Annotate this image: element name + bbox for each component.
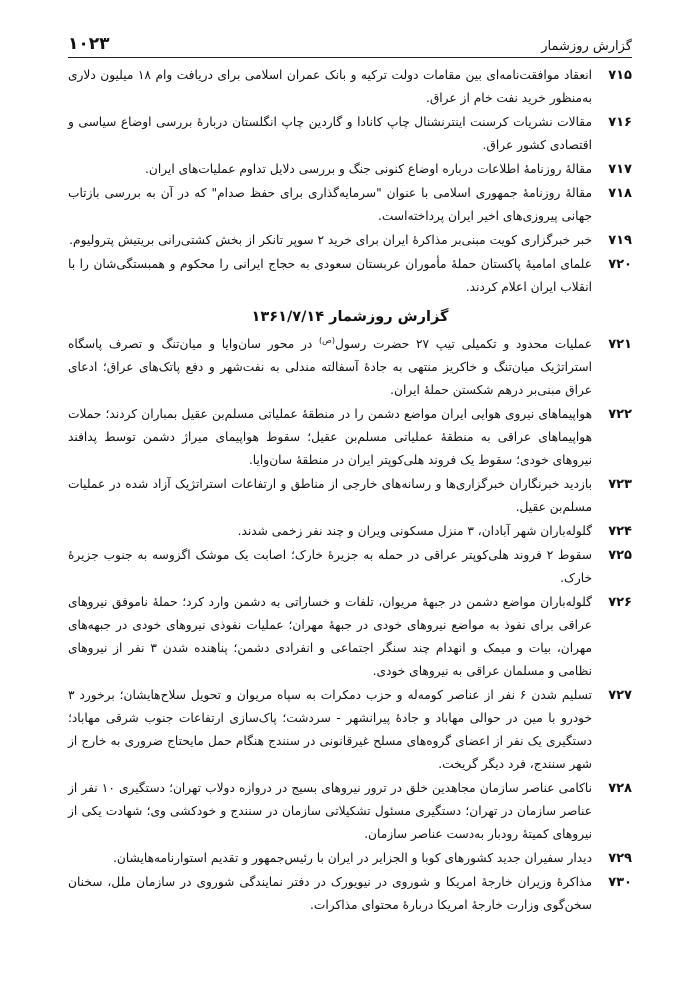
entry-number: ۷۲۳ (608, 477, 632, 492)
entry-list-before (68, 64, 632, 299)
entry-number: ۷۲۷ (608, 688, 632, 703)
list-item (68, 403, 632, 472)
list-item (68, 64, 632, 110)
entry-number: ۷۲۸ (608, 781, 632, 796)
entry-number: ۷۱۸ (608, 186, 632, 201)
entry-number: ۷۲۹ (608, 851, 632, 866)
entry-number: ۷۲۲ (608, 407, 632, 422)
list-item (68, 544, 632, 590)
list-item (68, 591, 632, 683)
list-item (68, 473, 632, 519)
entry-text: مقالهٔ روزنامهٔ جمهوری اسلامی با عنوان "سرمایه‌گذاری برای حفظ صدام" که در آن به بررسی بازتاب جهانی پیروزی‌های اخیر ایران پرداخته‌است. (68, 186, 592, 223)
entry-text: سقوط ۲ فروند هلی‌کوپتر عراقی در حمله به جزیرهٔ خارک؛ اصابت یک موشک اگزوسه به جنوب جزیرهٔ خارک. (68, 548, 592, 585)
entry-text: انعقاد موافقت‌نامه‌ای بین مقامات دولت ترکیه و بانک عمران اسلامی برای دریافت وام ۱۸ میلیون دلاری به‌منظور خرید نفت خام از عراق. (68, 68, 593, 105)
list-item (68, 229, 632, 252)
entry-text: گلوله‌باران شهر آبادان، ۳ منزل مسکونی ویران و چند نفر زخمی شدند. (237, 524, 592, 538)
entry-number: ۷۲۶ (608, 595, 632, 610)
page-number: ۱۰۲۳ (68, 34, 110, 54)
list-item (68, 158, 632, 181)
honorific-superscript: (ص) (319, 335, 335, 345)
entry-text: بازدید خبرنگاران خبرگزاری‌ها و رسانه‌های خارجی از مناطق و ارتفاعات استراتژیک آزاد شده در عملیات مسلم‌بن عقیل. (68, 477, 592, 514)
list-item (68, 333, 632, 402)
entry-number: ۷۲۵ (608, 548, 632, 563)
entry-text-part: در محور سان‌وایا و میان‌تنگ و تصرف پاسگاه استراتژیک میان‌تنگ و خاکریز منتهی به جادهٔ آسفالته مندلی به نفت‌شهر و دفع پاتک‌های عراق؛ ادعای عراق مبنی‌بر درهم شکستن حملهٔ ایران. (68, 337, 592, 397)
entry-text: مذاکرهٔ وزیران خارجهٔ امریکا و شوروی در نیویورک در دفتر نمایندگی شوروی در سازمان ملل، سخنان سخن‌گوی وزارت خارجهٔ امریکا دربارهٔ محتوای مذاکرات. (68, 875, 592, 912)
entry-text: هواپیماهای نیروی هوایی ایران مواضع دشمن را در منطقهٔ عملیاتی مسلم‌بن عقیل بمباران کردند؛ حملات هواپیماهای عراقی به منطقهٔ عملیاتی مسلم‌بن عقیل؛ سقوط هواپیمای میراژ دشمن توسط پدافند نیروهای خودی؛ سقوط یک فروند هلی‌کوپتر ایران در منطقهٔ سان‌وایا. (68, 407, 592, 467)
entry-number: ۷۱۷ (608, 162, 632, 177)
entry-text: علمای امامیهٔ پاکستان حملهٔ مأموران عربستان سعودی به حجاج ایرانی را محکوم و همبستگی‌شان را با انقلاب ایران اعلام کردند. (68, 257, 592, 294)
entry-number: ۷۱۹ (608, 233, 632, 248)
page-header (68, 34, 632, 58)
entry-text: مقالهٔ روزنامهٔ اطلاعات درباره اوضاع کنونی جنگ و بررسی دلایل تداوم عملیات‌های ایران. (145, 162, 592, 176)
entry-list-after (68, 403, 632, 917)
list-item (68, 520, 632, 543)
list-item (68, 847, 632, 870)
section-title: گزارش روزشمار ۱۳۶۱/۷/۱۴ (251, 309, 449, 325)
entry-number: ۷۲۴ (608, 524, 632, 539)
entry-number: ۷۳۰ (608, 875, 632, 890)
list-item (68, 871, 632, 917)
entry-number: ۷۱۵ (608, 68, 632, 83)
entry-text: تسلیم شدن ۶ نفر از عناصر کومه‌له و حزب دمکرات به سپاه مریوان و تحویل سلاح‌هایشان؛ برخورد ۳ خودرو با مین در حوالی مهاباد و جادهٔ پیرانشهر - سردشت؛ پاک‌سازی ارتفاعات جنوب شرقی مهاباد؛ دستگیری یک نفر از اعضای گروه‌های مسلح غیرقانونی در سنندج هنگام حمل مایحتاج ضروری به خارج از شهر سنندج، فرد دیگر گریخت. (68, 688, 592, 771)
entry-number: ۷۱۶ (608, 115, 632, 130)
entry-text-part: عملیات محدود و تکمیلی تیپ ۲۷ حضرت رسول (334, 337, 592, 351)
list-item (68, 111, 632, 157)
entry-text: مقالات نشریات کرسنت اینترنشنال چاپ کانادا و گاردین چاپ انگلستان دربارهٔ بررسی اوضاع سیاسی و اقتصادی کشور عراق. (68, 115, 592, 152)
entry-text: گلوله‌باران مواضع دشمن در جبههٔ مریوان، تلفات و خساراتی به دشمن وارد کرد؛ حملهٔ ناموفق نیروهای عراقی برای نفوذ به مواضع نیروهای خودی در جبههٔ مهران؛ عملیات نفوذی نیروهای خودی در جبهه‌های مهران، بیات و میمک و انهدام چند سنگر اجتماعی و انفرادی دشمن؛ پناهنده شدن ۳ نفر از نیروهای نظامی و مسلمان عراقی به نیروهای خودی. (68, 595, 592, 678)
entry-number: ۷۲۰ (608, 257, 632, 272)
list-item (68, 253, 632, 299)
list-item (68, 777, 632, 846)
entry-text: دیدار سفیران جدید کشورهای کوبا و الجزایر در ایران با رئیس‌جمهور و تقدیم استوارنامه‌هایشان. (113, 851, 592, 865)
entry-text (68, 333, 592, 402)
entry-number: ۷۲۱ (608, 337, 632, 352)
list-item (68, 182, 632, 228)
entry-text: خبر خبرگزاری کویت مبنی‌بر مذاکرهٔ ایران برای خرید ۲ سوپر تانکر از بخش کشتی‌رانی بریتیش پترولیوم. (69, 233, 592, 247)
running-title: گزارش روزشمار (541, 39, 632, 54)
list-item (68, 684, 632, 776)
entry-text: ناکامی عناصر سازمان مجاهدین خلق در ترور نیروهای بسیج در دروازه دولاب تهران؛ دستگیری ۱۰ نفر از عناصر سازمان در تهران؛ دستگیری مسئول تشکیلاتی سازمان در سنندج و خودکشی وی؛ شهادت یکی از نیروهای کمیتهٔ رودبار به‌دست عناصر سازمان. (68, 781, 592, 841)
